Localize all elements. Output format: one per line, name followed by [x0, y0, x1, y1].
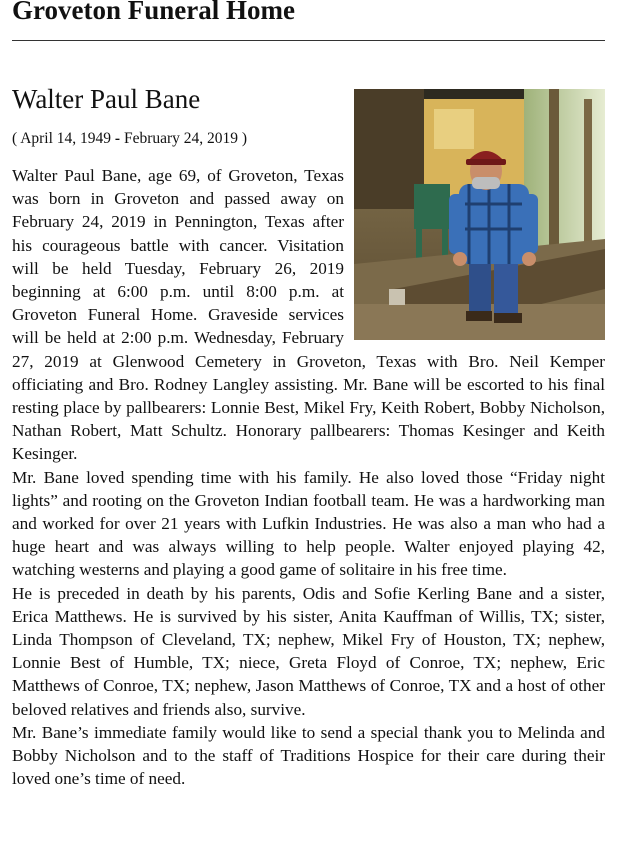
dates-separator: - — [111, 130, 124, 147]
deceased-name: Walter Paul Bane — [12, 84, 201, 114]
obituary-paragraph-family: He is preceded in death by his parents, Odis and Sofie Kerling Bane and a sister, Erica Matthews. He is survived by his sister, Anita Kauffman of Willis, TX; sister, Linda Thompson of Cleveland, TX; nephew, Mikel Fry of Houston, TX; nephew, Lonnie Best of Humble, TX; niece, Greta Floyd of Conroe, TX; nephew, Eric Matthews of Conroe, TX; nephew, Jason Matthews of Conroe, TX and a host of other beloved relatives and friends also, survive. — [12, 583, 605, 719]
obituary-paragraph-thanks: Mr. Bane’s immediate family would like to send a special thank you to Melinda and Bobby Nicholson and to the staff of Traditions Hospice for their care during their loved one’s time of need. — [12, 722, 605, 789]
obituary-paragraph-services: Walter Paul Bane, age 69, of Groveton, Texas was born in Groveton and passed away on February 24, 2019 in Pennington, Texas after his courageous battle with cancer. Visitation will be held Tuesday, February 26, 2019 beginning at 6:00 p.m. until 8:00 p.m. at Groveton Funeral Home. Graveside services will be held at 2:00 p.m. Wednesday, February 27, 2019 at Glenwood Cemetery in Groveton, Texas with Bro. Neil Kemper officiating and Bro. Rodney Langley assisting. Mr. Bane will be escorted to his final resting place by pallbearers: Lonnie Best, Mikel Fry, Keith Robert, Bobby Nicholson, Nathan Robert, Matt Schultz. Honorary pallbearers: Thomas Kesinger and Keith Kesinger. — [12, 166, 605, 464]
obituary-article — [12, 80, 605, 790]
dates-open: ( — [12, 130, 21, 147]
site-title: Groveton Funeral Home — [12, 0, 295, 25]
header-divider — [12, 40, 605, 41]
obituary-paragraph-life: Mr. Bane loved spending time with his family. He also loved those “Friday night lights” and rooting on the Groveton Indian football team. He was a hardworking man and worked for over 21 years with Lufkin Industries. He was also a man who had a huge heart and was always willing to help people. Walter enjoyed playing 42, watching westerns and playing a good game of solitaire in his free time. — [12, 467, 605, 580]
death-date: February 24, 2019 — [123, 130, 239, 147]
birth-date: April 14, 1949 — [20, 130, 112, 147]
dates-close: ) — [238, 130, 248, 147]
deceased-photo — [354, 89, 605, 340]
